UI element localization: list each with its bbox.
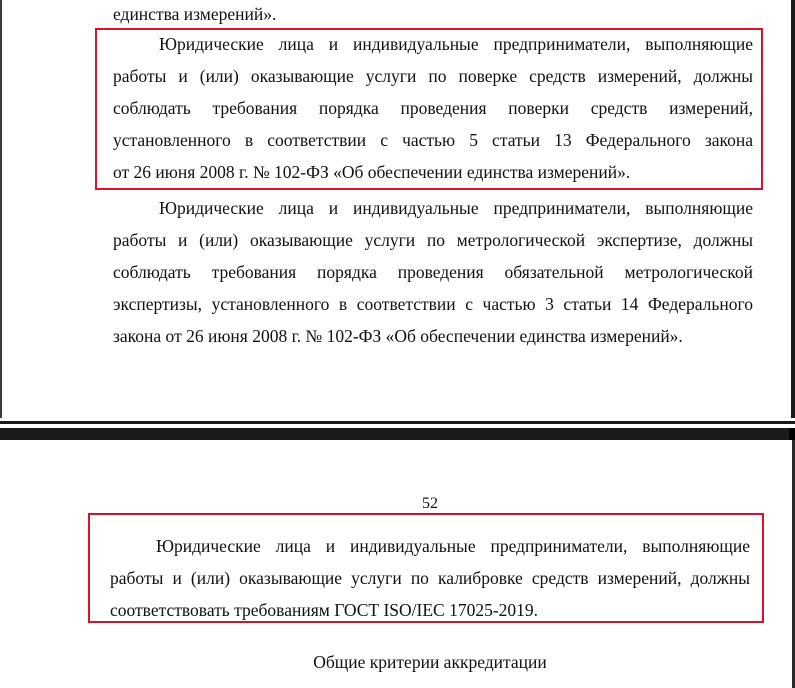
paragraph-metrological-expertise — [113, 192, 753, 352]
paragraph-line: соответствовать требованиям ГОСТ ISO/IEC 17025-2019. — [110, 600, 539, 620]
page-number: 52 — [422, 495, 438, 512]
paragraph-line: работы и (или) оказывающие услуги по калибровке средств измерений, должны — [110, 568, 750, 588]
paragraph-calibration — [110, 530, 750, 626]
paragraph-line: Юридические лица и индивидуальные предприниматели, выполняющие — [159, 34, 753, 54]
paragraph-line: от 26 июня 2008 г. № 102-ФЗ «Об обеспечении единства измерений». — [113, 162, 631, 182]
paragraph-line: установленного в соответствии с частью 5 статьи 13 Федерального закона — [113, 130, 753, 150]
page-separator-thin — [0, 421, 795, 424]
paragraph-line: Юридические лица и индивидуальные предприниматели, выполняющие — [159, 198, 753, 218]
paragraph-line: работы и (или) оказывающие услуги по метрологической экспертизе, должны — [113, 230, 753, 250]
paragraph-line: закона от 26 июня 2008 г. № 102-ФЗ «Об обеспечении единства измерений». — [113, 326, 683, 346]
page-left-edge — [0, 0, 2, 418]
page-separator-thick — [0, 428, 795, 440]
paragraph-line: соблюдать требования порядка проведения обязательной метрологической — [113, 262, 753, 282]
paragraph-line: Юридические лица и индивидуальные предприниматели, выполняющие — [156, 536, 750, 556]
section-heading: Общие критерии аккредитации — [313, 652, 547, 672]
paragraph-line: соблюдать требования порядка проведения поверки средств измерений, — [113, 98, 753, 118]
paragraph-line: экспертизы, установленного в соответствии с частью 3 статьи 14 Федерального — [113, 294, 753, 314]
paragraph-verification — [113, 28, 753, 188]
previous-paragraph-fragment: единства измерений». — [113, 4, 277, 24]
paragraph-line: работы и (или) оказывающие услуги по поверке средств измерений, должны — [113, 66, 753, 86]
